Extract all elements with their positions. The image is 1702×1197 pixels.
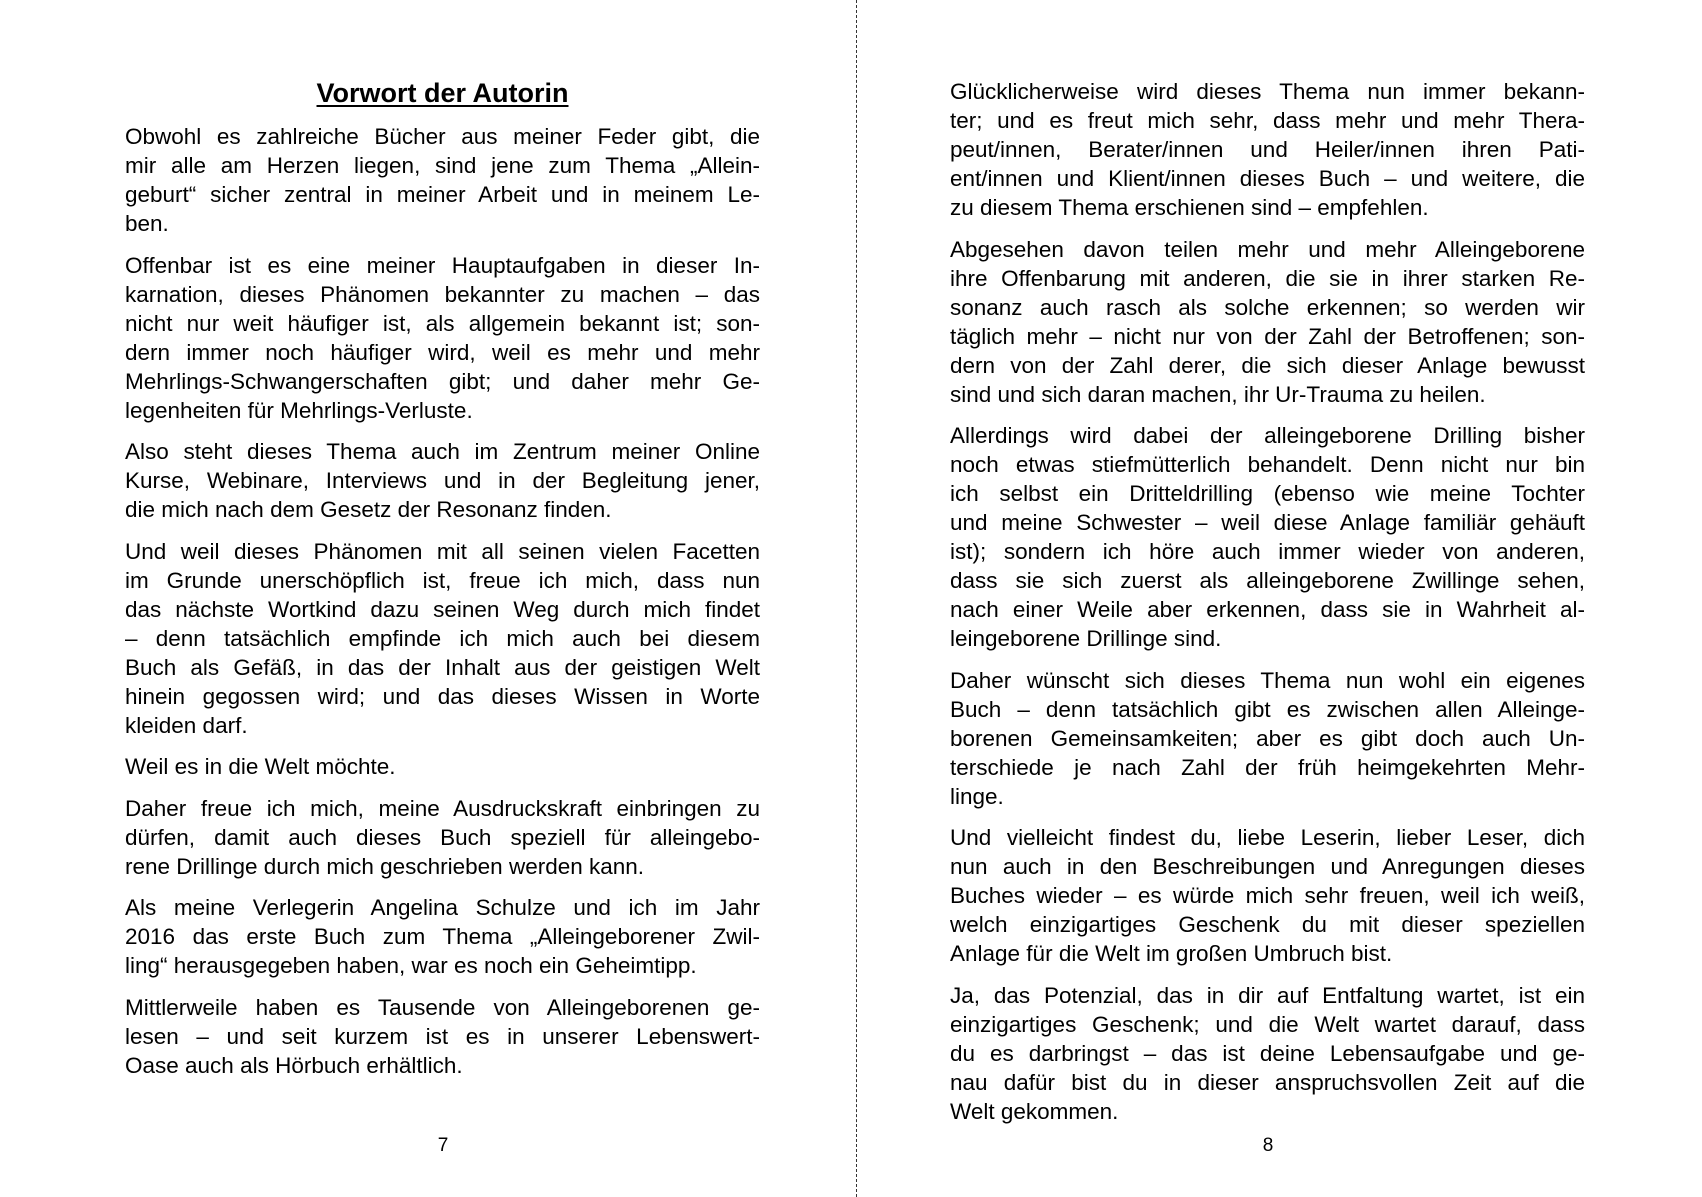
- text-line: leingeborene Drillinge sind.: [950, 626, 1222, 651]
- text-line: geburt“ sicher zentral in meiner Arbeit und in meinem Le-: [125, 182, 760, 207]
- text-line: ent/innen und Klient/innen dieses Buch – und weitere, die: [950, 166, 1585, 191]
- paragraph: [125, 122, 760, 238]
- text-line: nicht nur weit häufiger ist, als allgemein bekannt ist; son-: [125, 310, 760, 336]
- text-line: Also steht dieses Thema auch im Zentrum meiner Online: [125, 439, 760, 464]
- paragraph: [125, 251, 760, 425]
- text-line: borenen Gemeinsamkeiten; aber es gibt doch auch Un-: [950, 725, 1585, 751]
- text-line: Als meine Verlegerin Angelina Schulze und ich im Jahr: [125, 895, 760, 920]
- paragraph: [125, 993, 760, 1080]
- text-line: Mittlerweile haben es Tausende von Alleingeborenen ge-: [125, 994, 760, 1020]
- text-line: dass sie sich zuerst als alleingeborene Zwillinge sehen,: [950, 568, 1585, 593]
- text-line: Buches wieder – es würde mich sehr freuen, weil ich weiß,: [950, 883, 1585, 908]
- text-line: kleiden darf.: [125, 712, 248, 738]
- paragraph: [950, 666, 1585, 811]
- page-number-left: 7: [437, 1135, 449, 1156]
- text-line: das nächste Wortkind dazu seinen Weg durch mich findet: [125, 596, 760, 622]
- text-line: Allerdings wird dabei der alleingeborene Drilling bisher: [950, 423, 1585, 448]
- text-line: dern immer noch häufiger wird, weil es mehr und mehr: [125, 339, 760, 365]
- text-line: ter; und es freut mich sehr, dass mehr und mehr Thera-: [950, 108, 1585, 133]
- right-paragraphs: [950, 77, 1585, 1126]
- text-line: Buch als Gefäß, in das der Inhalt aus der geistigen Welt: [125, 654, 760, 680]
- paragraph: [950, 235, 1585, 409]
- text-line: die mich nach dem Gesetz der Resonanz finden.: [125, 497, 612, 522]
- text-line: hinein gegossen wird; und das dieses Wissen in Worte: [125, 683, 760, 709]
- text-line: nach einer Weile aber erkennen, dass sie in Wahrheit al-: [950, 597, 1585, 622]
- right-page-body: [950, 77, 1585, 1138]
- text-line: mir alle am Herzen liegen, sind jene zum Thema „Allein-: [125, 153, 760, 178]
- text-line: Und weil dieses Phänomen mit all seinen vielen Facetten: [125, 538, 760, 564]
- text-line: sonanz auch rasch als solche erkennen; so werden wir: [950, 294, 1585, 320]
- paragraph: [125, 437, 760, 524]
- text-line: – denn tatsächlich empfinde ich mich auch bei diesem: [125, 625, 760, 651]
- left-paragraphs: [125, 122, 760, 1080]
- text-line: Und vielleicht findest du, liebe Leserin, lieber Leser, dich: [950, 825, 1585, 850]
- text-line: lesen – und seit kurzem ist es in unserer Lebenswert-: [125, 1023, 760, 1049]
- text-line: dern von der Zahl derer, die sich dieser Anlage bewusst: [950, 352, 1585, 378]
- paragraph: [950, 823, 1585, 968]
- text-line: ling“ herausgegeben haben, war es noch ein Geheimtipp.: [125, 953, 697, 978]
- text-line: täglich mehr – nicht nur von der Zahl der Betroffenen; son-: [950, 323, 1585, 349]
- text-line: Daher wünscht sich dieses Thema nun wohl ein eigenes: [950, 667, 1585, 693]
- text-line: ist); sondern ich höre auch immer wieder von anderen,: [950, 539, 1585, 564]
- text-line: du es darbringst – das ist deine Lebensaufgabe und ge-: [950, 1040, 1585, 1066]
- page-number-right: 8: [1262, 1135, 1274, 1156]
- text-line: einzigartiges Geschenk; und die Welt wartet darauf, dass: [950, 1011, 1585, 1037]
- text-line: ben.: [125, 211, 169, 236]
- text-line: noch etwas stiefmütterlich behandelt. Denn nicht nur bin: [950, 452, 1585, 477]
- text-line: nau dafür bist du in dieser anspruchsvollen Zeit auf die: [950, 1069, 1585, 1095]
- text-line: legenheiten für Mehrlings-Verluste.: [125, 397, 473, 423]
- text-line: Obwohl es zahlreiche Bücher aus meiner Feder gibt, die: [125, 124, 760, 149]
- paragraph: [125, 893, 760, 980]
- paragraph: [950, 77, 1585, 222]
- text-line: terschiede je nach Zahl der früh heimgekehrten Mehr-: [950, 754, 1585, 780]
- text-line: linge.: [950, 783, 1004, 809]
- text-line: Welt gekommen.: [950, 1098, 1119, 1124]
- text-line: zu diesem Thema erschienen sind – empfehlen.: [950, 195, 1429, 220]
- text-line: sind und sich daran machen, ihr Ur-Trauma zu heilen.: [950, 381, 1486, 407]
- paragraph: [125, 752, 760, 781]
- text-line: Abgesehen davon teilen mehr und mehr Alleingeborene: [950, 236, 1585, 262]
- text-line: und meine Schwester – weil diese Anlage familiär gehäuft: [950, 510, 1585, 535]
- text-line: Kurse, Webinare, Interviews und in der Begleitung jener,: [125, 468, 760, 493]
- text-line: 2016 das erste Buch zum Thema „Alleingeborener Zwil-: [125, 924, 760, 949]
- text-line: Ja, das Potenzial, das in dir auf Entfaltung wartet, ist ein: [950, 982, 1585, 1008]
- left-page-body: [125, 76, 760, 1092]
- paragraph: [125, 794, 760, 881]
- text-line: Glücklicherweise wird dieses Thema nun immer bekann-: [950, 79, 1585, 104]
- text-line: nun auch in den Beschreibungen und Anregungen dieses: [950, 854, 1585, 879]
- text-line: Daher freue ich mich, meine Ausdruckskraft einbringen zu: [125, 795, 760, 821]
- text-line: im Grunde unerschöpflich ist, freue ich mich, dass nun: [125, 567, 760, 593]
- text-line: welch einzigartiges Geschenk du mit dieser speziellen: [950, 912, 1585, 937]
- text-line: Anlage für die Welt im großen Umbruch bist.: [950, 941, 1393, 966]
- text-line: dürfen, damit auch dieses Buch speziell für alleingebo-: [125, 824, 760, 850]
- text-line: Oase auch als Hörbuch erhältlich.: [125, 1052, 463, 1078]
- text-line: ihre Offenbarung mit anderen, die sie in ihrer starken Re-: [950, 265, 1585, 291]
- paragraph: [125, 537, 760, 740]
- text-line: Offenbar ist es eine meiner Hauptaufgaben in dieser In-: [125, 252, 760, 278]
- text-line: Weil es in die Welt möchte.: [125, 754, 396, 779]
- page-divider: [856, 0, 857, 1197]
- text-line: ich selbst ein Dritteldrilling (ebenso wie meine Tochter: [950, 481, 1585, 506]
- text-line: Mehrlings-Schwangerschaften gibt; und daher mehr Ge-: [125, 368, 760, 394]
- text-line: peut/innen, Berater/innen und Heiler/innen ihren Pati-: [950, 137, 1585, 162]
- text-line: rene Drillinge durch mich geschrieben werden kann.: [125, 853, 645, 879]
- text-line: Buch – denn tatsächlich gibt es zwischen allen Alleinge-: [950, 696, 1585, 722]
- text-line: karnation, dieses Phänomen bekannter zu machen – das: [125, 281, 760, 307]
- paragraph: [950, 981, 1585, 1126]
- paragraph: [950, 421, 1585, 653]
- page-title: Vorwort der Autorin: [316, 78, 569, 108]
